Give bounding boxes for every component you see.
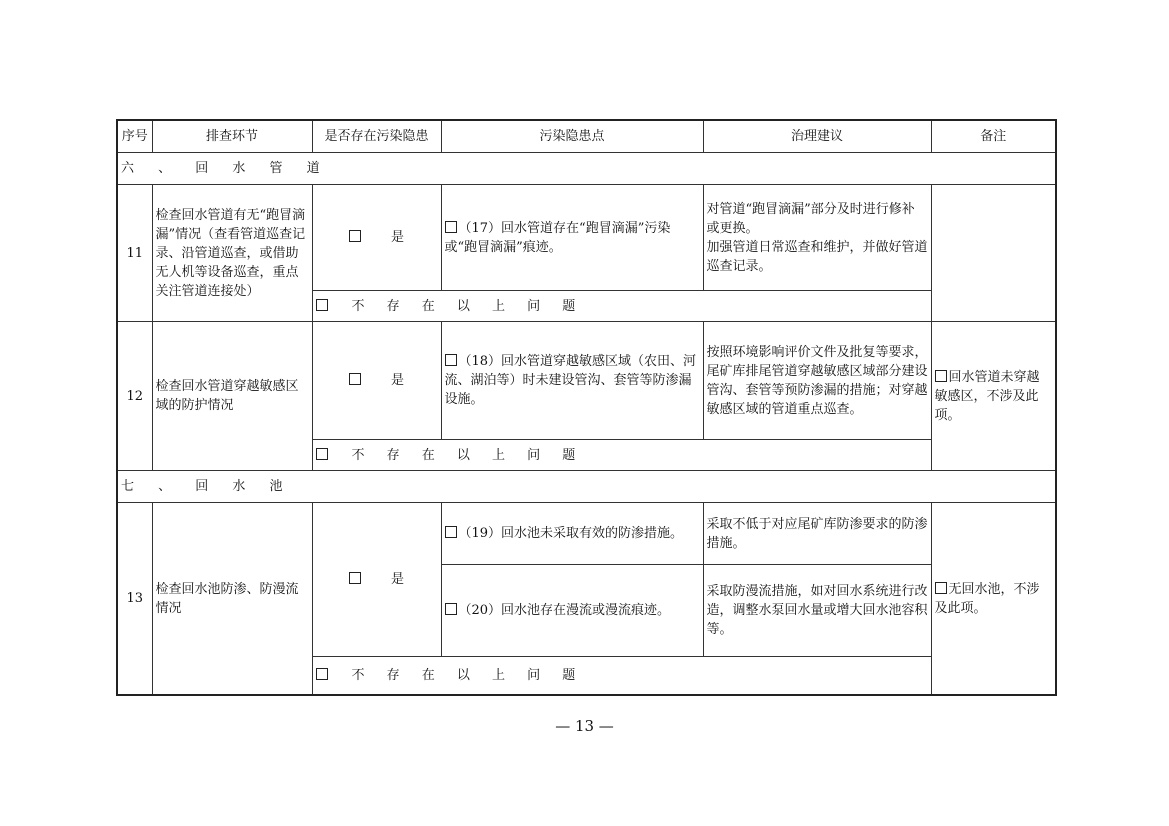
section-row [117, 471, 1056, 503]
row-number: 12 [117, 322, 152, 471]
none-label: 不 存 在 以 上 问 题 [351, 447, 585, 463]
yes-option[interactable] [312, 322, 441, 440]
inspection-table [116, 119, 1057, 696]
yes-option[interactable] [312, 503, 441, 657]
advice: 采取不低于对应尾矿库防渗要求的防渗措施。 [703, 503, 931, 565]
checkbox-icon[interactable] [316, 668, 328, 680]
check-item: 检查回水管道穿越敏感区域的防护情况 [152, 322, 312, 471]
hazard-text: （20）回水池存在漫流或漫流痕迹。 [458, 603, 671, 618]
remark[interactable] [931, 503, 1056, 696]
yes-label: 是 [390, 230, 404, 245]
checkbox-icon[interactable] [445, 603, 457, 615]
yes-option[interactable] [312, 185, 441, 291]
header-cell-exists: 是否存在污染隐患 [312, 120, 441, 153]
header-cell-hazard: 污染隐患点 [441, 120, 703, 153]
checkbox-icon[interactable] [349, 572, 361, 584]
check-item: 检查回水池防渗、防漫流情况 [152, 503, 312, 696]
table-header-row [117, 120, 1056, 153]
check-item: 检查回水管道有无“跑冒滴漏”情况（查看管道巡查记录、沿管道巡查，或借助无人机等设备巡查，重点关注管道连接处） [152, 185, 312, 322]
section-title: 七 、 回 水 池 [117, 471, 1056, 503]
header-cell-advice: 治理建议 [703, 120, 931, 153]
header-cell-remark: 备注 [931, 120, 1056, 153]
section-title: 六 、 回 水 管 道 [117, 153, 1056, 185]
remark-text: 无回水池，不涉及此项。 [934, 581, 1040, 616]
checkbox-icon[interactable] [349, 230, 361, 242]
remark [931, 185, 1056, 322]
hazard-point[interactable] [441, 565, 703, 657]
yes-label: 是 [390, 373, 404, 388]
hazard-point[interactable] [441, 503, 703, 565]
checkbox-icon[interactable] [935, 582, 947, 594]
hazard-text: （19）回水池未采取有效的防渗措施。 [458, 526, 684, 541]
checkbox-icon[interactable] [316, 448, 328, 460]
header-cell-check: 排查环节 [152, 120, 312, 153]
none-option[interactable] [312, 291, 931, 322]
advice: 对管道“跑冒滴漏”部分及时进行修补或更换。 加强管道日常巡查和维护，并做好管道巡查记录。 [703, 185, 931, 291]
checkbox-icon[interactable] [445, 354, 457, 366]
hazard-text: （17）回水管道存在“跑冒滴漏”污染或“跑冒滴漏”痕迹。 [444, 220, 671, 255]
advice: 按照环境影响评价文件及批复等要求，尾矿库排尾管道穿越敏感区域部分建设管沟、套管等预防渗漏的措施；对穿越敏感区域的管道重点巡查。 [703, 322, 931, 440]
header-cell-no: 序号 [117, 120, 152, 153]
row-number: 11 [117, 185, 152, 322]
checkbox-icon[interactable] [445, 526, 457, 538]
page-number: — 13 — [555, 717, 614, 735]
checkbox-icon[interactable] [935, 370, 947, 382]
hazard-text: （18）回水管道穿越敏感区域（农田、河流、湖泊等）时未建设管沟、套管等防渗漏设施。 [444, 354, 697, 407]
hazard-point[interactable] [441, 185, 703, 291]
remark-text: 回水管道未穿越敏感区，不涉及此项。 [934, 369, 1040, 423]
checkbox-icon[interactable] [316, 299, 328, 311]
none-option[interactable] [312, 657, 931, 696]
section-row [117, 153, 1056, 185]
table-row [117, 503, 1056, 565]
none-option[interactable] [312, 440, 931, 471]
row-number: 13 [117, 503, 152, 696]
advice: 采取防漫流措施，如对回水系统进行改造，调整水泵回水量或增大回水池容积等。 [703, 565, 931, 657]
remark[interactable] [931, 322, 1056, 471]
checkbox-icon[interactable] [349, 373, 361, 385]
checkbox-icon[interactable] [445, 221, 457, 233]
table-row [117, 322, 1056, 440]
inspection-table-sheet [116, 119, 1055, 700]
none-label: 不 存 在 以 上 问 题 [351, 668, 585, 683]
hazard-point[interactable] [441, 322, 703, 440]
yes-label: 是 [390, 572, 404, 587]
table-row [117, 185, 1056, 291]
none-label: 不 存 在 以 上 问 题 [351, 298, 585, 314]
